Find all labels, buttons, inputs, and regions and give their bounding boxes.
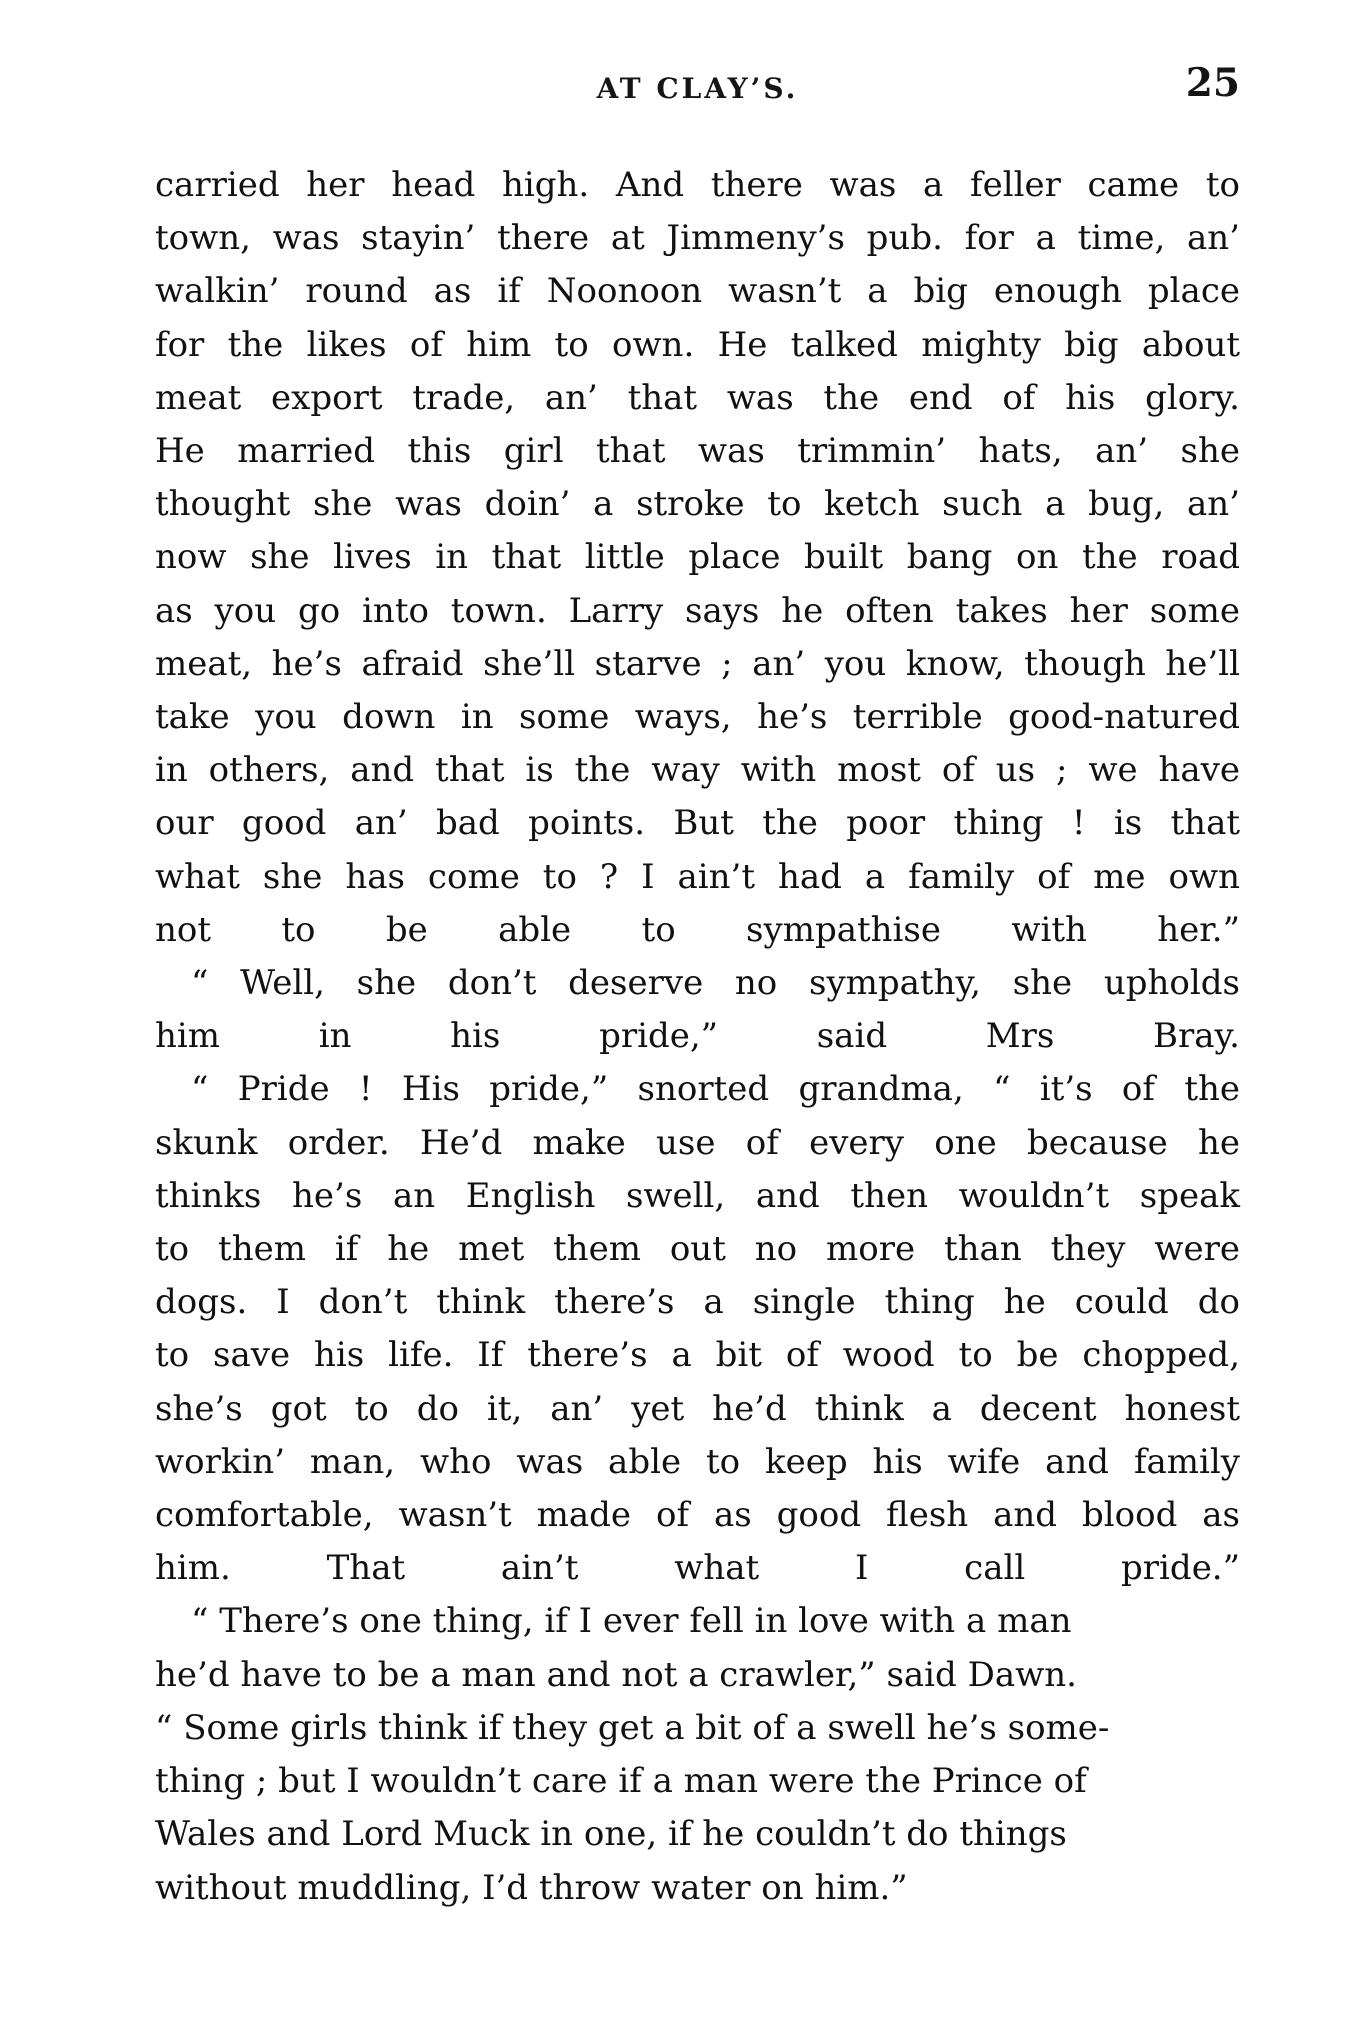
text-line: meat export trade, an’ that was the end of his glory.	[155, 377, 1240, 418]
running-head: AT CLAY’S.	[596, 72, 799, 105]
text-line: she’s got to do it, an’ yet he’d think a decent honest	[155, 1388, 1240, 1429]
text-line: dogs. I don’t think there’s a single thing he could do	[155, 1282, 1240, 1323]
text-line: Wales and Lord Muck in one, if he couldn’t do things	[155, 1814, 1067, 1855]
text-line: to them if he met them out no more than they were	[155, 1229, 1240, 1270]
text-line: meat, he’s afraid she’ll starve ; an’ you know, though he’ll	[155, 643, 1240, 684]
text-line: as you go into town. Larry says he often takes her some	[155, 590, 1240, 631]
text-line: carried her head high. And there was a feller came to	[155, 165, 1240, 205]
text-line: him in his pride,” said Mrs Bray.	[155, 1016, 1240, 1057]
text-line: “ Some girls think if they get a bit of a swell he’s some-	[155, 1707, 1110, 1748]
text-line: thinks he’s an English swell, and then wouldn’t speak	[155, 1175, 1240, 1216]
text-line: he’d have to be a man and not a crawler,” said Dawn.	[155, 1654, 1077, 1695]
text-line: our good an’ bad points. But the poor thing ! is that	[155, 803, 1240, 844]
text-line: thing ; but I wouldn’t care if a man were the Prince of	[155, 1761, 1087, 1802]
text-line: town, was stayin’ there at Jimmeny’s pub. for a time, an’	[155, 218, 1240, 259]
body-text	[155, 159, 1240, 1915]
text-line: him. That ain’t what I call pride.”	[155, 1548, 1240, 1589]
text-line: in others, and that is the way with most of us ; we have	[155, 750, 1240, 791]
text-line: to save his life. If there’s a bit of wood to be chopped,	[155, 1335, 1240, 1376]
text-line: skunk order. He’d make use of every one because he	[155, 1122, 1240, 1163]
text-line: “ There’s one thing, if I ever fell in love with a man	[191, 1601, 1072, 1642]
text-line: comfortable, wasn’t made of as good flesh and blood as	[155, 1495, 1240, 1536]
page-header	[155, 60, 1240, 116]
paragraph-1	[155, 159, 1240, 957]
text-line: now she lives in that little place built bang on the road	[155, 537, 1240, 578]
text-line: for the likes of him to own. He talked mighty big about	[155, 324, 1240, 365]
text-line: take you down in some ways, he’s terrible good-natured	[155, 697, 1240, 738]
text-line: what she has come to ? I ain’t had a family of me own	[155, 856, 1240, 897]
text-line: thought she was doin’ a stroke to ketch such a bug, an’	[155, 484, 1240, 525]
text-line: “ Well, she don’t deserve no sympathy, she upholds	[191, 963, 1240, 1004]
text-line: not to be able to sympathise with her.”	[155, 909, 1240, 950]
page-number: 25	[1185, 60, 1240, 106]
paragraph-4	[155, 1595, 1240, 1914]
text-line: walkin’ round as if Noonoon wasn’t a big enough place	[155, 271, 1240, 312]
text-line: workin’ man, who was able to keep his wife and family	[155, 1441, 1240, 1482]
text-line: “ Pride ! His pride,” snorted grandma, “ it’s of the	[191, 1069, 1240, 1110]
paragraph-2	[155, 957, 1240, 1063]
text-line: He married this girl that was trimmin’ hats, an’ she	[155, 431, 1240, 472]
text-line: without muddling, I’d throw water on him.”	[155, 1867, 908, 1908]
paragraph-3	[155, 1063, 1240, 1595]
